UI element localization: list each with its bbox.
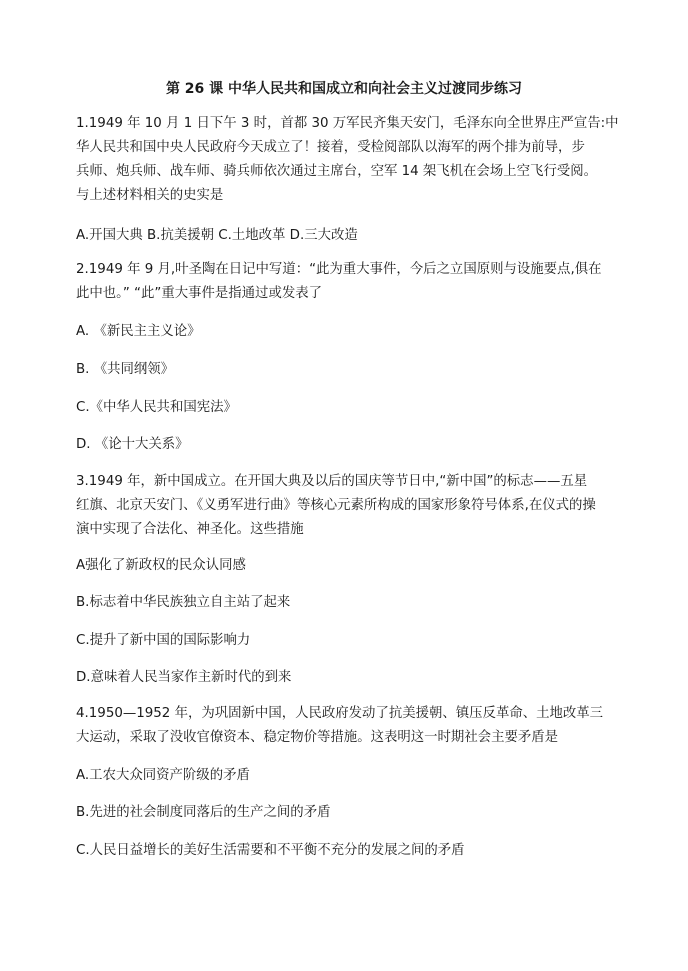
question-4-option-a: A.工农大众同资产阶级的矛盾 <box>76 768 250 783</box>
question-3-line: 3.1949 年，新中国成立。在开国大典及以后的国庆等节日中,“新中国”的标志——五星 <box>76 474 588 489</box>
question-1-line: 华人民共和国中央人民政府今天成立了！接着，受检阅部队以海军的两个排为前导，步 <box>76 140 585 155</box>
question-4-line: 4.1950—1952 年，为巩固新中国，人民政府发动了抗美援朝、镇压反革命、土地改革三 <box>76 706 604 721</box>
question-4-stem <box>76 702 636 750</box>
question-1-stem <box>76 112 636 208</box>
question-2-option-b: B. 《共同纲领》 <box>76 362 175 377</box>
question-1-line: 与上述材料相关的史实是 <box>76 188 224 203</box>
question-3-option-d: D.意味着人民当家作主新时代的到来 <box>76 670 292 685</box>
question-3-line: 红旗、北京天安门、《义勇军进行曲》等核心元素所构成的国家形象符号体系,在仪式的操 <box>76 498 596 513</box>
question-4-line: 大运动，采取了没收官僚资本、稳定物价等措施。这表明这一时期社会主要矛盾是 <box>76 730 559 745</box>
question-2-stem <box>76 258 636 306</box>
question-4-option-b: B.先进的社会制度同落后的生产之间的矛盾 <box>76 805 331 820</box>
question-3-option-b: B.标志着中华民族独立自主站了起来 <box>76 595 291 610</box>
question-1-line: 1.1949 年 10 月 1 日下午 3 时，首都 30 万军民齐集天安门，毛泽东向全世界庄严宣告:中 <box>76 116 619 131</box>
page-title: 第 26 课 中华人民共和国成立和向社会主义过渡同步练习 <box>165 81 523 97</box>
question-1-options: A.开国大典 B.抗美援朝 C.土地改革 D.三大改造 <box>76 228 358 243</box>
question-2-line: 此中也。” “此”重大事件是指通过或发表了 <box>76 286 323 301</box>
question-3-option-a: A强化了新政权的民众认同感 <box>76 558 246 573</box>
question-3-stem <box>76 470 636 542</box>
question-3-option-c: C.提升了新中国的国际影响力 <box>76 633 251 648</box>
question-3-line: 演中实现了合法化、神圣化。这些措施 <box>76 522 304 537</box>
question-1-line: 兵师、炮兵师、战车师、骑兵师依次通过主席台，空军 14 架飞机在会场上空飞行受阅。 <box>76 164 598 179</box>
question-2-option-c: C.《中华人民共和国宪法》 <box>76 400 237 415</box>
question-4-option-c: C.人民日益增长的美好生活需要和不平衡不充分的发展之间的矛盾 <box>76 843 465 858</box>
question-2-option-a: A. 《新民主主义论》 <box>76 324 201 339</box>
question-2-line: 2.1949 年 9 月,叶圣陶在日记中写道：“此为重大事件，今后之立国原则与设施要点,俱在 <box>76 262 602 277</box>
question-2-option-d: D. 《论十大关系》 <box>76 437 189 452</box>
